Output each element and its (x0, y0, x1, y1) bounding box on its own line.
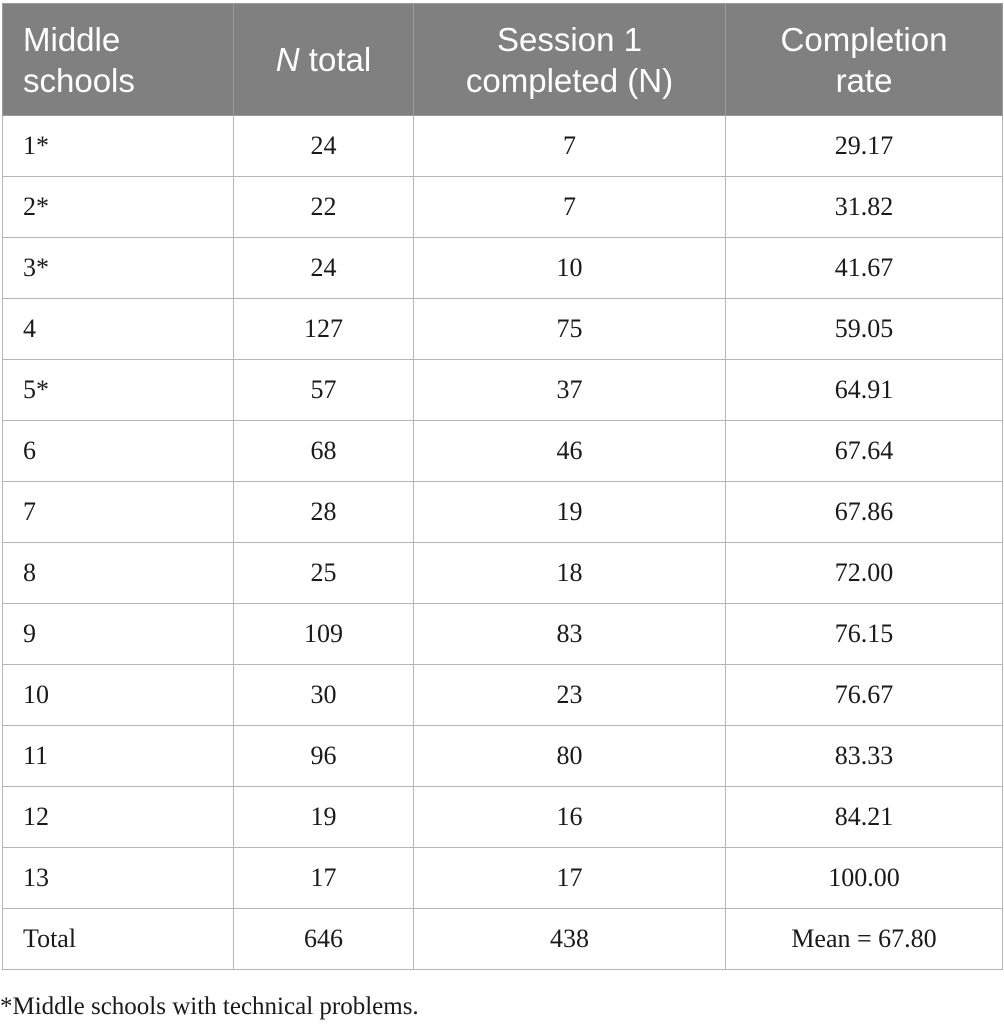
table-cell: 6 (3, 421, 234, 482)
table-row (3, 543, 1003, 604)
header-text: rate (835, 61, 893, 99)
table-cell: 7 (414, 116, 726, 177)
header-text: Completion (780, 20, 948, 58)
table-cell: 2* (3, 177, 234, 238)
header-completion-rate (726, 4, 1003, 116)
table-cell: 41.67 (726, 238, 1003, 299)
table-cell: 30 (234, 665, 414, 726)
table-cell: 23 (414, 665, 726, 726)
table-cell: 31.82 (726, 177, 1003, 238)
table-cell: 13 (3, 848, 234, 909)
header-row (3, 4, 1003, 116)
table-row (3, 421, 1003, 482)
table-row (3, 360, 1003, 421)
header-text: Session 1 (497, 20, 642, 58)
header-text-italic: N (275, 41, 300, 78)
table-cell: 67.86 (726, 482, 1003, 543)
table-cell: 5* (3, 360, 234, 421)
table-container (0, 3, 1004, 970)
completion-table (2, 3, 1003, 970)
table-cell: 75 (414, 299, 726, 360)
table-cell: 17 (414, 848, 726, 909)
table-cell: 24 (234, 116, 414, 177)
table-row (3, 848, 1003, 909)
table-cell: 76.67 (726, 665, 1003, 726)
table-cell: 25 (234, 543, 414, 604)
table-cell: 84.21 (726, 787, 1003, 848)
table-row (3, 482, 1003, 543)
table-cell: 7 (414, 177, 726, 238)
table-cell: 100.00 (726, 848, 1003, 909)
header-text: Middle (23, 20, 121, 58)
table-cell: Mean = 67.80 (726, 909, 1003, 970)
table-cell: 64.91 (726, 360, 1003, 421)
table-body (3, 116, 1003, 970)
table-cell: 57 (234, 360, 414, 421)
table-footnote: *Middle schools with technical problems. (0, 993, 419, 1020)
table-cell: 12 (3, 787, 234, 848)
table-cell: 80 (414, 726, 726, 787)
table-cell: 11 (3, 726, 234, 787)
table-cell: 19 (414, 482, 726, 543)
table-cell: 17 (234, 848, 414, 909)
table-cell: 22 (234, 177, 414, 238)
header-n-total (234, 4, 414, 116)
header-middle-schools (3, 4, 234, 116)
table-cell: 19 (234, 787, 414, 848)
table-cell: 16 (414, 787, 726, 848)
table-cell: 76.15 (726, 604, 1003, 665)
table-row (3, 726, 1003, 787)
table-row (3, 787, 1003, 848)
table-cell: 68 (234, 421, 414, 482)
table-row (3, 909, 1003, 970)
table-cell: 3* (3, 238, 234, 299)
table-cell: 83.33 (726, 726, 1003, 787)
table-cell: 9 (3, 604, 234, 665)
table-row (3, 604, 1003, 665)
table-cell: 59.05 (726, 299, 1003, 360)
table-cell: 1* (3, 116, 234, 177)
table-cell: 4 (3, 299, 234, 360)
header-text: total (299, 41, 372, 78)
header-text: completed (N) (465, 61, 674, 99)
table-cell: 18 (414, 543, 726, 604)
table-cell: 438 (414, 909, 726, 970)
table-row (3, 665, 1003, 726)
table-cell: 7 (3, 482, 234, 543)
table-cell: 646 (234, 909, 414, 970)
table-cell: 10 (414, 238, 726, 299)
header-session-completed (414, 4, 726, 116)
table-cell: 83 (414, 604, 726, 665)
table-row (3, 116, 1003, 177)
table-cell: 29.17 (726, 116, 1003, 177)
table-cell: 109 (234, 604, 414, 665)
table-cell: 8 (3, 543, 234, 604)
table-cell: 96 (234, 726, 414, 787)
table-cell: 37 (414, 360, 726, 421)
table-cell: 67.64 (726, 421, 1003, 482)
table-cell: 127 (234, 299, 414, 360)
table-row (3, 238, 1003, 299)
header-text: schools (23, 61, 135, 99)
table-cell: 10 (3, 665, 234, 726)
table-cell: Total (3, 909, 234, 970)
table-cell: 24 (234, 238, 414, 299)
table-cell: 72.00 (726, 543, 1003, 604)
table-row (3, 177, 1003, 238)
table-row (3, 299, 1003, 360)
table-cell: 46 (414, 421, 726, 482)
table-cell: 28 (234, 482, 414, 543)
